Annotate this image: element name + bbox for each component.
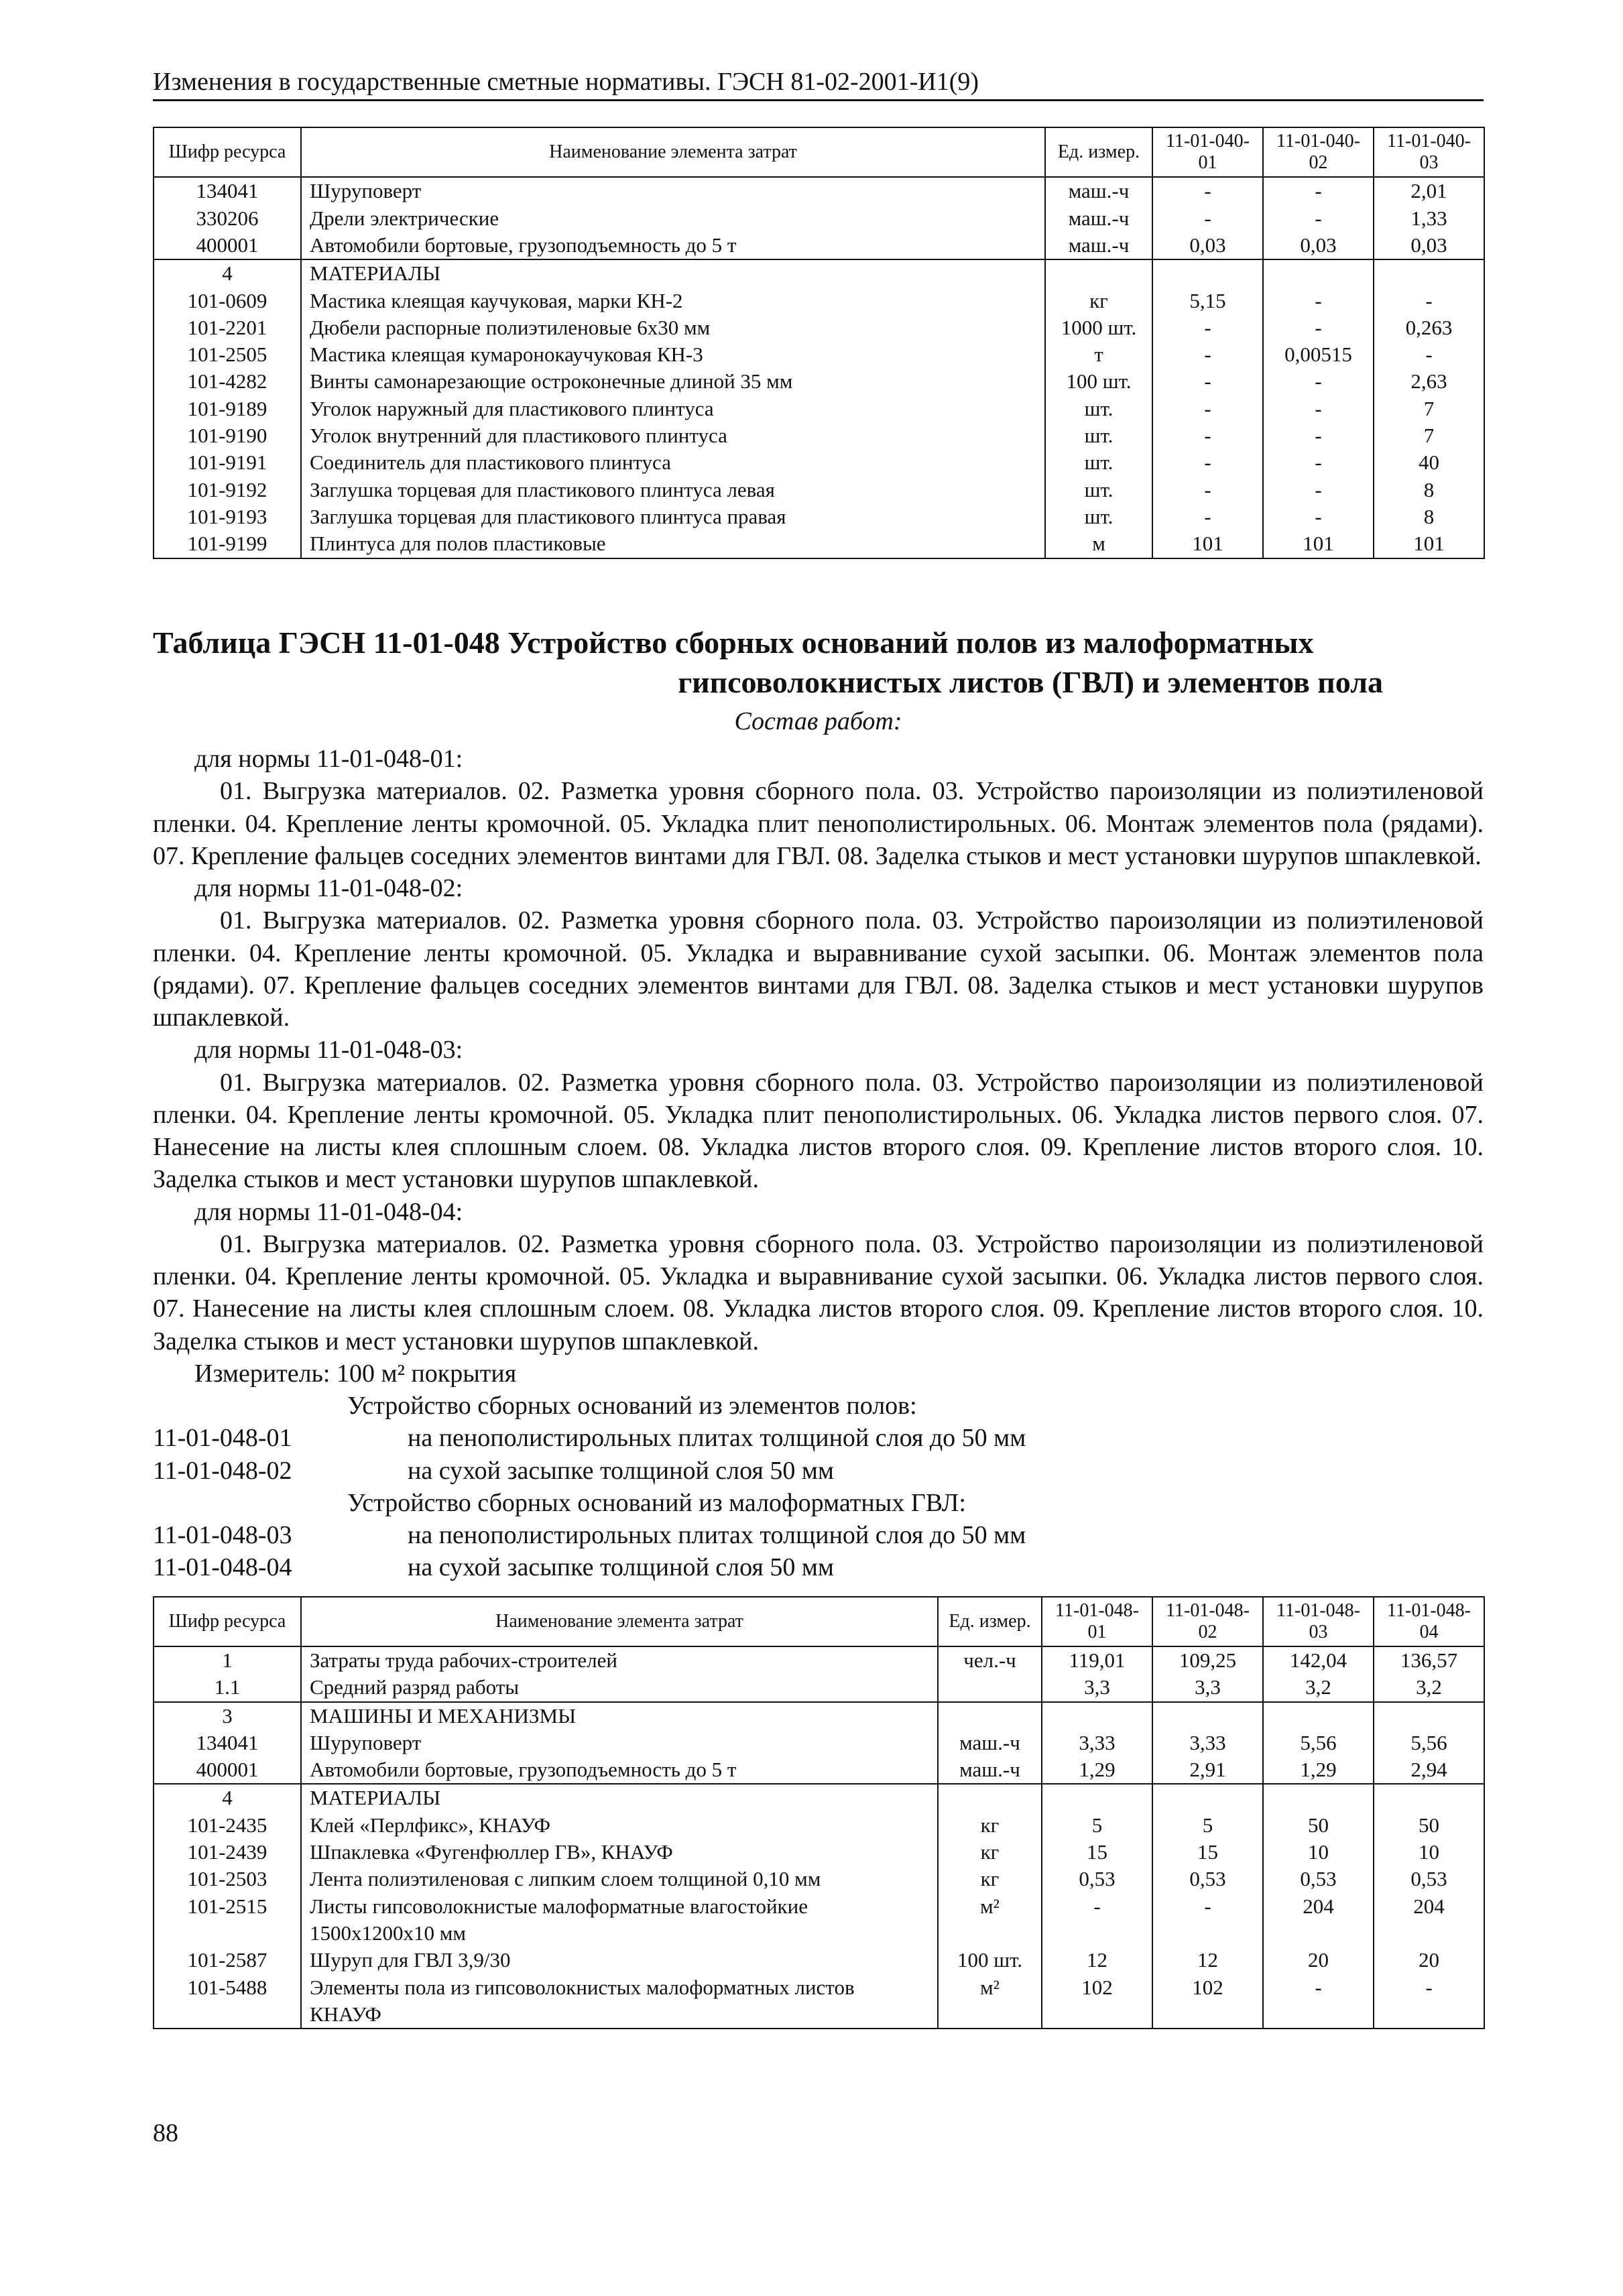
value-cell: - xyxy=(1152,477,1263,503)
value-cell: 0,03 xyxy=(1374,232,1484,259)
value-cell: - xyxy=(1152,449,1263,476)
header-cell: 11-01-048-02 xyxy=(1152,1597,1263,1646)
value-cell: 101 xyxy=(1374,530,1484,558)
resource-code: 101-2515 xyxy=(154,1893,301,1947)
table-row xyxy=(154,449,1484,476)
resource-name: Автомобили бортовые, грузоподъемность до 5 т xyxy=(301,232,1045,259)
value-cell: 0,03 xyxy=(1152,232,1263,259)
value-cell: 102 xyxy=(1042,1974,1152,2029)
value-cell: 8 xyxy=(1374,477,1484,503)
table-row xyxy=(154,503,1484,530)
norm-item xyxy=(153,1551,1484,1583)
resource-code: 1 xyxy=(154,1646,301,1674)
value-cell: 15 xyxy=(1042,1839,1152,1866)
works-composition xyxy=(153,743,1484,1584)
value-cell: 0,263 xyxy=(1374,314,1484,341)
value-cell xyxy=(1374,1702,1484,1730)
value-cell: - xyxy=(1263,449,1374,476)
unit-cell: шт. xyxy=(1045,503,1152,530)
resource-code: 4 xyxy=(154,259,301,287)
resource-table-2 xyxy=(153,1596,1485,2030)
unit-cell: маш.-ч xyxy=(938,1730,1042,1756)
resource-name: Уголок внутренний для пластикового плинтуса xyxy=(301,422,1045,449)
value-cell xyxy=(1374,259,1484,287)
meter: Измеритель: 100 м² покрытия xyxy=(194,1359,517,1388)
resource-code: 101-9199 xyxy=(154,530,301,558)
value-cell: - xyxy=(1263,288,1374,314)
resource-name: Лента полиэтиленовая с липким слоем толщиной 0,10 мм xyxy=(301,1866,938,1892)
unit-cell: м² xyxy=(938,1974,1042,2029)
norm-item xyxy=(153,1455,1484,1487)
works-heading: Состав работ: xyxy=(734,707,902,736)
value-cell: 50 xyxy=(1374,1812,1484,1839)
norm-label: для нормы 11-01-048-02: xyxy=(194,874,463,903)
resource-name: Шпаклевка «Фугенфюллер ГВ», КНАУФ xyxy=(301,1839,938,1866)
norm-text: 01. Выгрузка материалов. 02. Разметка уровня сборного пола. 03. Устройство пароизоляции из полиэтиленовой пленки. 04. Крепление ленты кромочной. 05. Укладка плит пенополистирольных. 06. Монтаж элементов пола (рядами). 07. Крепление фальцев соседних элементов винтами для ГВЛ. 08. Заделка стыков и мест установки шурупов шпаклевкой. xyxy=(153,777,1484,870)
value-cell: 0,53 xyxy=(1042,1866,1152,1892)
table-row xyxy=(154,1646,1484,1674)
table-row xyxy=(154,396,1484,422)
section-row xyxy=(154,1784,1484,1811)
value-cell: 50 xyxy=(1263,1812,1374,1839)
value-cell xyxy=(1042,1702,1152,1730)
value-cell: - xyxy=(1263,177,1374,204)
resource-name: Заглушка торцевая для пластикового плинтуса левая xyxy=(301,477,1045,503)
value-cell xyxy=(1152,259,1263,287)
value-cell: 1,33 xyxy=(1374,205,1484,232)
value-cell: - xyxy=(1263,314,1374,341)
value-cell: 136,57 xyxy=(1374,1646,1484,1674)
value-cell: 2,01 xyxy=(1374,177,1484,204)
value-cell: 2,94 xyxy=(1374,1756,1484,1784)
value-cell: 0,53 xyxy=(1263,1866,1374,1892)
resource-name: Дрели электрические xyxy=(301,205,1045,232)
norm-description: на пенополистирольных плитах толщиной слоя до 50 мм xyxy=(408,1424,1026,1453)
value-cell: - xyxy=(1152,422,1263,449)
norm-item xyxy=(153,1422,1484,1454)
value-cell xyxy=(1152,1784,1263,1811)
page-number: 88 xyxy=(153,2119,178,2147)
resource-code: 101-4282 xyxy=(154,368,301,395)
value-cell: 2,63 xyxy=(1374,368,1484,395)
resource-table-1 xyxy=(153,127,1485,559)
resource-name: Заглушка торцевая для пластикового плинтуса правая xyxy=(301,503,1045,530)
resource-code: 101-9189 xyxy=(154,396,301,422)
section-row xyxy=(154,1702,1484,1730)
value-cell xyxy=(1042,1784,1152,1811)
resource-name: Мастика клеящая кумаронокаучуковая КН-3 xyxy=(301,341,1045,368)
unit-cell xyxy=(1045,259,1152,287)
unit-cell: 100 шт. xyxy=(938,1947,1042,1974)
value-cell: 3,2 xyxy=(1374,1674,1484,1701)
table-row xyxy=(154,1730,1484,1756)
header-cell: 11-01-048-03 xyxy=(1263,1597,1374,1646)
table-header-row xyxy=(154,127,1484,177)
norm-description: на пенополистирольных плитах толщиной слоя до 50 мм xyxy=(408,1521,1026,1550)
value-cell: 7 xyxy=(1374,396,1484,422)
resource-name: Шуруповерт xyxy=(301,1730,938,1756)
resource-name: Дюбели распорные полиэтиленовые 6х30 мм xyxy=(301,314,1045,341)
resource-code: 1.1 xyxy=(154,1674,301,1701)
value-cell: 0,00515 xyxy=(1263,341,1374,368)
norm-code: 11-01-048-01 xyxy=(153,1424,292,1453)
value-cell: 40 xyxy=(1374,449,1484,476)
value-cell: - xyxy=(1263,422,1374,449)
norm-text: 01. Выгрузка материалов. 02. Разметка уровня сборного пола. 03. Устройство пароизоляции из полиэтиленовой пленки. 04. Крепление ленты кромочной. 05. Укладка плит пенополистирольных. 06. Укладка листов первого слоя. 07. Нанесение на листы клея сплошным слоем. 08. Укладка листов второго слоя. 09. Крепление листов второго слоя. 10. Заделка стыков и мест установки шурупов шпаклевкой. xyxy=(153,1068,1484,1194)
table-row xyxy=(154,1674,1484,1701)
table-row xyxy=(154,341,1484,368)
value-cell: - xyxy=(1263,503,1374,530)
value-cell: 20 xyxy=(1374,1947,1484,1974)
value-cell: 0,53 xyxy=(1374,1866,1484,1892)
resource-name: Автомобили бортовые, грузоподъемность до 5 т xyxy=(301,1756,938,1784)
resource-name: Шуруп для ГВЛ 3,9/30 xyxy=(301,1947,938,1974)
value-cell: 101 xyxy=(1152,530,1263,558)
value-cell: - xyxy=(1263,205,1374,232)
section-title: МАТЕРИАЛЫ xyxy=(301,1784,938,1811)
table-row xyxy=(154,1812,1484,1839)
resource-code: 134041 xyxy=(154,1730,301,1756)
resource-code: 101-2435 xyxy=(154,1812,301,1839)
value-cell: 5,56 xyxy=(1374,1730,1484,1756)
value-cell xyxy=(1263,259,1374,287)
unit-cell: шт. xyxy=(1045,396,1152,422)
value-cell xyxy=(1374,1784,1484,1811)
unit-cell xyxy=(938,1674,1042,1701)
value-cell: 1,29 xyxy=(1263,1756,1374,1784)
value-cell: 12 xyxy=(1042,1947,1152,1974)
resource-code: 101-9190 xyxy=(154,422,301,449)
header-cell: 11-01-040-03 xyxy=(1374,127,1484,177)
table-row xyxy=(154,1893,1484,1947)
resource-name: Средний разряд работы xyxy=(301,1674,938,1701)
header-cell: Наименование элемента затрат xyxy=(301,1597,938,1646)
value-cell: 3,3 xyxy=(1152,1674,1263,1701)
table-row xyxy=(154,1866,1484,1892)
section-title: МАТЕРИАЛЫ xyxy=(301,259,1045,287)
resource-code: 3 xyxy=(154,1702,301,1730)
resource-name: Элементы пола из гипсоволокнистых малоформатных листов КНАУФ xyxy=(301,1974,938,2029)
table-header-row xyxy=(154,1597,1484,1646)
value-cell xyxy=(1263,1702,1374,1730)
value-cell: - xyxy=(1152,396,1263,422)
unit-cell: кг xyxy=(938,1839,1042,1866)
unit-cell: маш.-ч xyxy=(1045,232,1152,259)
resource-code: 101-2439 xyxy=(154,1839,301,1866)
norm-group-title: Устройство сборных оснований из элементов полов: xyxy=(347,1392,917,1421)
section-title: МАШИНЫ И МЕХАНИЗМЫ xyxy=(301,1702,938,1730)
table-row xyxy=(154,368,1484,395)
value-cell: 0,53 xyxy=(1152,1866,1263,1892)
value-cell: - xyxy=(1263,1974,1374,2029)
header-cell: Шифр ресурса xyxy=(154,1597,301,1646)
table-row xyxy=(154,530,1484,558)
norm-code: 11-01-048-04 xyxy=(153,1553,292,1582)
resource-name: Уголок наружный для пластикового плинтуса xyxy=(301,396,1045,422)
resource-name: Плинтуса для полов пластиковые xyxy=(301,530,1045,558)
value-cell: - xyxy=(1374,1974,1484,2029)
norm-label: для нормы 11-01-048-04: xyxy=(194,1197,463,1226)
value-cell: 142,04 xyxy=(1263,1646,1374,1674)
unit-cell: 100 шт. xyxy=(1045,368,1152,395)
norm-code: 11-01-048-03 xyxy=(153,1521,292,1550)
section-row xyxy=(154,259,1484,287)
table-title-line: Таблица ГЭСН 11-01-048 Устройство сборных оснований полов из малоформатных xyxy=(153,625,1314,660)
resource-code: 4 xyxy=(154,1784,301,1811)
norm-description: на сухой засыпке толщиной слоя 50 мм xyxy=(408,1456,834,1485)
value-cell: - xyxy=(1374,288,1484,314)
resource-code: 101-2587 xyxy=(154,1947,301,1974)
norm-code: 11-01-048-02 xyxy=(153,1456,292,1485)
value-cell: 3,33 xyxy=(1152,1730,1263,1756)
header-cell: Наименование элемента затрат xyxy=(301,127,1045,177)
value-cell: - xyxy=(1152,503,1263,530)
resource-code: 330206 xyxy=(154,205,301,232)
resource-code: 400001 xyxy=(154,1756,301,1784)
value-cell: - xyxy=(1152,205,1263,232)
table-row xyxy=(154,1839,1484,1866)
header-cell: 11-01-048-04 xyxy=(1374,1597,1484,1646)
resource-name: Клей «Перлфикс», КНАУФ xyxy=(301,1812,938,1839)
table-row xyxy=(154,177,1484,204)
resource-name: Винты самонарезающие остроконечные длиной 35 мм xyxy=(301,368,1045,395)
header-cell: Ед. измер. xyxy=(938,1597,1042,1646)
resource-name: Соединитель для пластикового плинтуса xyxy=(301,449,1045,476)
unit-cell: кг xyxy=(938,1812,1042,1839)
unit-cell: чел.-ч xyxy=(938,1646,1042,1674)
unit-cell: 1000 шт. xyxy=(1045,314,1152,341)
value-cell: 119,01 xyxy=(1042,1646,1152,1674)
value-cell: 0,03 xyxy=(1263,232,1374,259)
value-cell: 5,56 xyxy=(1263,1730,1374,1756)
value-cell: - xyxy=(1152,314,1263,341)
document-page xyxy=(153,67,1484,2029)
value-cell: - xyxy=(1374,341,1484,368)
value-cell: 5 xyxy=(1042,1812,1152,1839)
unit-cell: т xyxy=(1045,341,1152,368)
value-cell: 109,25 xyxy=(1152,1646,1263,1674)
value-cell: 102 xyxy=(1152,1974,1263,2029)
resource-code: 101-2505 xyxy=(154,341,301,368)
value-cell: - xyxy=(1263,396,1374,422)
norm-text: 01. Выгрузка материалов. 02. Разметка уровня сборного пола. 03. Устройство пароизоляции из полиэтиленовой пленки. 04. Крепление ленты кромочной. 05. Укладка и выравнивание сухой засыпки. 06. Укладка листов первого слоя. 07. Нанесение на листы клея сплошным слоем. 08. Укладка листов второго слоя. 09. Крепление листов второго слоя. 10. Заделка стыков и мест установки шурупов шпаклевкой. xyxy=(153,1229,1484,1355)
table-title-line: гипсоволокнистых листов (ГВЛ) и элементов пола xyxy=(678,665,1383,700)
unit-cell: шт. xyxy=(1045,477,1152,503)
table-row xyxy=(154,1974,1484,2029)
resource-code: 101-2201 xyxy=(154,314,301,341)
table-row xyxy=(154,232,1484,259)
value-cell: - xyxy=(1152,177,1263,204)
table-row xyxy=(154,422,1484,449)
value-cell: - xyxy=(1152,341,1263,368)
value-cell: 10 xyxy=(1374,1839,1484,1866)
resource-code: 400001 xyxy=(154,232,301,259)
value-cell: 204 xyxy=(1374,1893,1484,1947)
unit-cell: шт. xyxy=(1045,422,1152,449)
resource-name: Затраты труда рабочих-строителей xyxy=(301,1646,938,1674)
value-cell: 20 xyxy=(1263,1947,1374,1974)
header-cell: 11-01-040-02 xyxy=(1263,127,1374,177)
value-cell: 3,33 xyxy=(1042,1730,1152,1756)
value-cell: 204 xyxy=(1263,1893,1374,1947)
unit-cell xyxy=(938,1784,1042,1811)
value-cell: 12 xyxy=(1152,1947,1263,1974)
value-cell: 3,3 xyxy=(1042,1674,1152,1701)
norm-group-title: Устройство сборных оснований из малоформатных ГВЛ: xyxy=(347,1488,966,1517)
table-row xyxy=(154,288,1484,314)
running-header: Изменения в государственные сметные нормативы. ГЭСН 81-02-2001-И1(9) xyxy=(153,67,1484,101)
value-cell: 2,91 xyxy=(1152,1756,1263,1784)
value-cell: 7 xyxy=(1374,422,1484,449)
value-cell: - xyxy=(1263,368,1374,395)
table-row xyxy=(154,477,1484,503)
unit-cell: кг xyxy=(938,1866,1042,1892)
value-cell xyxy=(1263,1784,1374,1811)
unit-cell xyxy=(938,1702,1042,1730)
value-cell: - xyxy=(1263,477,1374,503)
resource-code: 101-9191 xyxy=(154,449,301,476)
unit-cell: маш.-ч xyxy=(1045,205,1152,232)
resource-code: 101-9192 xyxy=(154,477,301,503)
value-cell: 8 xyxy=(1374,503,1484,530)
unit-cell: шт. xyxy=(1045,449,1152,476)
value-cell: 5,15 xyxy=(1152,288,1263,314)
header-cell: Шифр ресурса xyxy=(154,127,301,177)
norm-description: на сухой засыпке толщиной слоя 50 мм xyxy=(408,1553,834,1582)
unit-cell: маш.-ч xyxy=(938,1756,1042,1784)
value-cell: 10 xyxy=(1263,1839,1374,1866)
resource-name: Шуруповерт xyxy=(301,177,1045,204)
value-cell: 101 xyxy=(1263,530,1374,558)
resource-name: Мастика клеящая каучуковая, марки КН-2 xyxy=(301,288,1045,314)
value-cell: 3,2 xyxy=(1263,1674,1374,1701)
unit-cell: м xyxy=(1045,530,1152,558)
value-cell: 15 xyxy=(1152,1839,1263,1866)
unit-cell: кг xyxy=(1045,288,1152,314)
norm-item xyxy=(153,1519,1484,1551)
header-cell: Ед. измер. xyxy=(1045,127,1152,177)
header-cell: 11-01-048-01 xyxy=(1042,1597,1152,1646)
table-title xyxy=(153,623,1484,703)
table-row xyxy=(154,205,1484,232)
value-cell: - xyxy=(1042,1893,1152,1947)
value-cell: - xyxy=(1152,368,1263,395)
norm-label: для нормы 11-01-048-01: xyxy=(194,745,463,774)
unit-cell: маш.-ч xyxy=(1045,177,1152,204)
value-cell: 5 xyxy=(1152,1812,1263,1839)
value-cell: - xyxy=(1152,1893,1263,1947)
value-cell xyxy=(1152,1702,1263,1730)
table-row xyxy=(154,314,1484,341)
unit-cell: м² xyxy=(938,1893,1042,1947)
norm-text: 01. Выгрузка материалов. 02. Разметка уровня сборного пола. 03. Устройство пароизоляции из полиэтиленовой пленки. 04. Крепление ленты кромочной. 05. Укладка и выравнивание сухой засыпки. 06. Монтаж элементов пола (рядами). 07. Крепление фальцев соседних элементов винтами для ГВЛ. 08. Заделка стыков и мест установки шурупов шпаклевкой. xyxy=(153,906,1484,1032)
resource-name: Листы гипсоволокнистые малоформатные влагостойкие 1500х1200х10 мм xyxy=(301,1893,938,1947)
header-cell: 11-01-040-01 xyxy=(1152,127,1263,177)
resource-code: 101-0609 xyxy=(154,288,301,314)
table-row xyxy=(154,1756,1484,1784)
resource-code: 101-2503 xyxy=(154,1866,301,1892)
value-cell: 1,29 xyxy=(1042,1756,1152,1784)
resource-code: 101-9193 xyxy=(154,503,301,530)
table-row xyxy=(154,1947,1484,1974)
resource-code: 101-5488 xyxy=(154,1974,301,2029)
norm-label: для нормы 11-01-048-03: xyxy=(194,1036,463,1065)
resource-code: 134041 xyxy=(154,177,301,204)
